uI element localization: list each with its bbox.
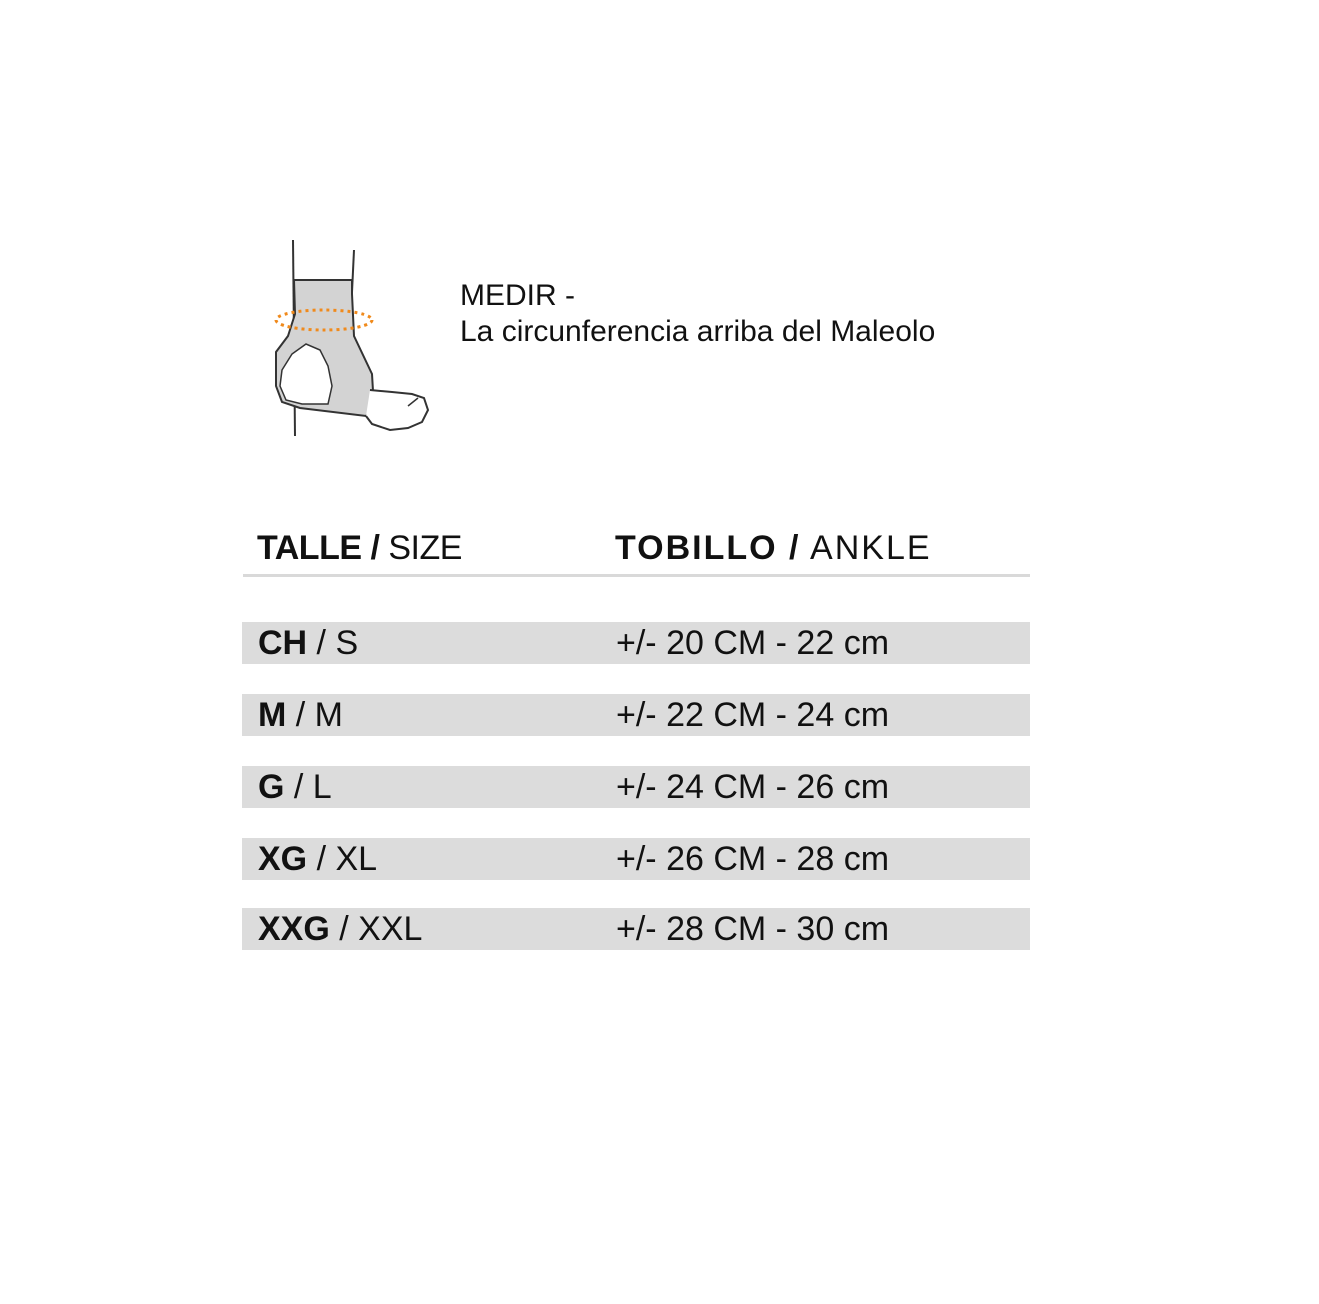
size-table-header xyxy=(243,522,1030,577)
measure-instruction xyxy=(460,278,935,350)
size-cell xyxy=(258,838,377,880)
size-local: M xyxy=(258,696,287,734)
ankle-range-cell: +/- 26 CM - 28 cm xyxy=(616,840,890,878)
size-header-light: SIZE xyxy=(379,529,462,567)
size-local: XXG xyxy=(258,910,330,948)
ankle-header-bold: TOBILLO / xyxy=(615,529,801,567)
ankle-range-cell: +/- 22 CM - 24 cm xyxy=(616,696,890,734)
size-cell xyxy=(258,908,422,950)
size-intl: / XXL xyxy=(329,910,423,948)
size-cell xyxy=(258,694,343,736)
ankle-column-header xyxy=(615,526,932,570)
size-cell xyxy=(258,766,332,808)
ankle-brace-icon xyxy=(262,236,442,436)
table-row xyxy=(242,694,1030,736)
ankle-range-cell: +/- 20 CM - 22 cm xyxy=(616,624,890,662)
ankle-range-cell: +/- 24 CM - 26 cm xyxy=(616,768,890,806)
ankle-range-cell: +/- 28 CM - 30 cm xyxy=(616,910,890,948)
size-local: CH xyxy=(258,624,308,662)
size-header-bold: TALLE / xyxy=(257,529,380,567)
size-intl: / L xyxy=(284,768,332,806)
size-column-header xyxy=(257,526,462,570)
size-intl: / S xyxy=(307,624,359,662)
table-row xyxy=(242,908,1030,950)
table-row xyxy=(242,838,1030,880)
size-intl: / XL xyxy=(307,840,378,878)
measure-title: MEDIR - xyxy=(460,279,575,312)
measure-description: La circunferencia arriba del Maleolo xyxy=(460,315,936,348)
size-local: G xyxy=(258,768,285,806)
table-row xyxy=(242,766,1030,808)
size-local: XG xyxy=(258,840,308,878)
table-row xyxy=(242,622,1030,664)
size-intl: / M xyxy=(286,696,343,734)
size-cell xyxy=(258,622,358,664)
ankle-header-light: ANKLE xyxy=(800,529,932,567)
